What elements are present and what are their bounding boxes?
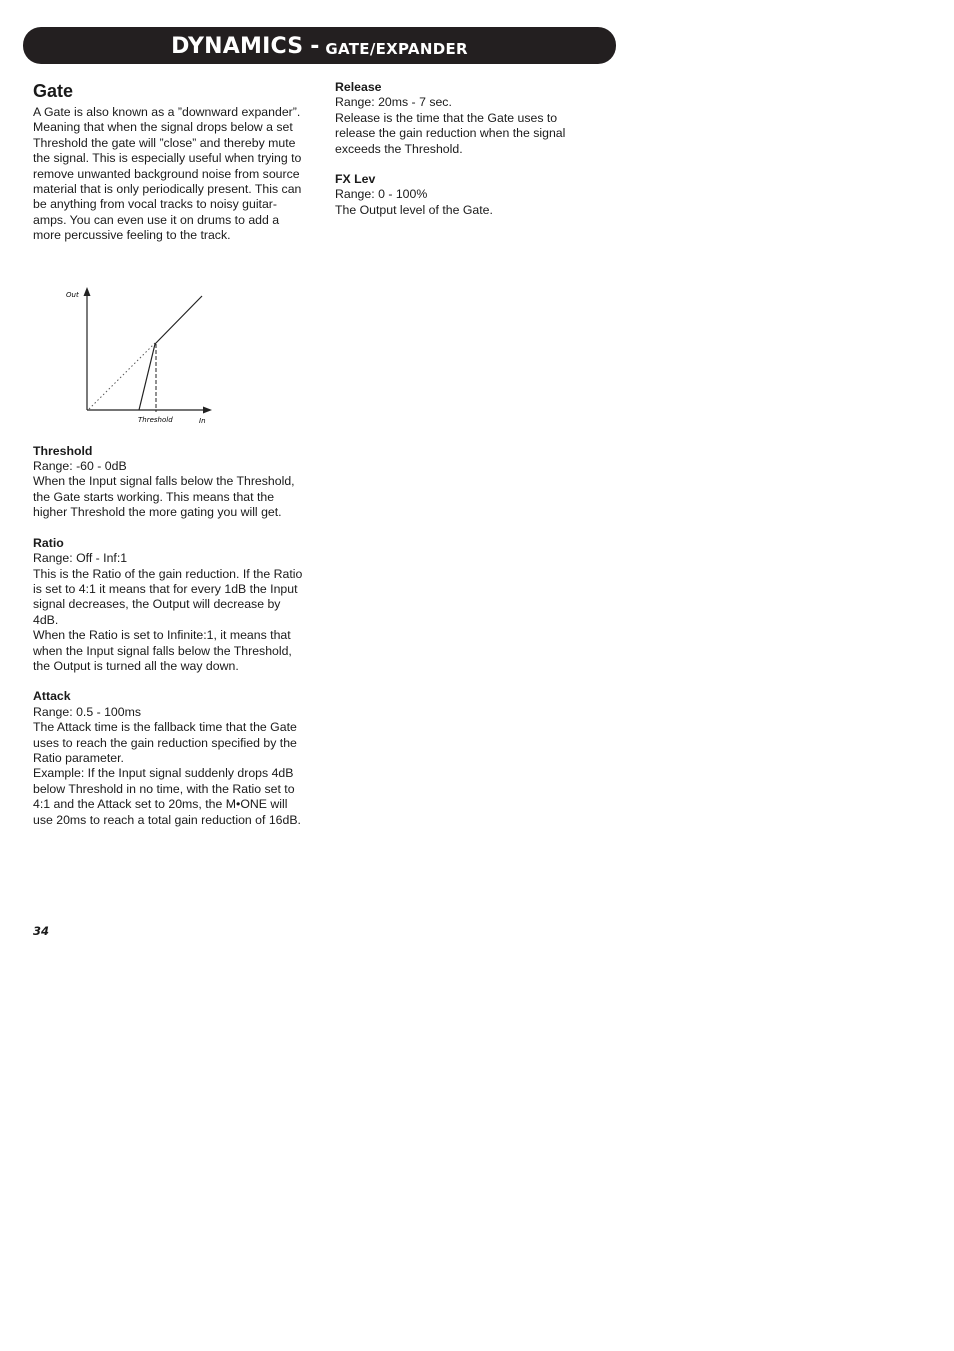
param-range: Range: Off - Inf:1 (33, 551, 128, 566)
param-name: FX Lev (335, 172, 376, 187)
param-description: The Attack time is the fallback time that the Gate uses to reach the gain reduction specified by the Ratio parameter. (33, 720, 297, 765)
param-description: When the Ratio is set to Infinite:1, it means that when the Input signal falls below the Threshold, the Output is turned all the way down. (33, 628, 292, 673)
left-column (33, 80, 308, 828)
left-params (33, 444, 308, 828)
y-axis-label: Out (66, 291, 79, 299)
param-range: Range: 20ms - 7 sec. (335, 95, 452, 110)
reference-line (89, 343, 155, 409)
param-name: Attack (33, 689, 71, 704)
header-separator: - (310, 34, 320, 59)
param-range: Range: -60 - 0dB (33, 459, 127, 474)
y-axis-arrow (84, 287, 91, 296)
param-name: Threshold (33, 443, 93, 458)
param-attack (33, 689, 308, 828)
param-description: The Output level of the Gate. (335, 202, 493, 217)
param-description: Example: If the Input signal suddenly drops 4dB below Threshold in no time, with the Ratio set to 4:1 and the Attack set to 20ms, the M•ONE will use 20ms to reach a total gain reduction of 16dB. (33, 766, 301, 827)
section-header-bar (23, 27, 616, 64)
gate-transfer-graph (60, 282, 220, 428)
x-axis-label: In (199, 417, 206, 425)
page-number: 34 (33, 924, 50, 938)
x-axis-arrow (203, 407, 212, 414)
param-range: Range: 0 - 100% (335, 187, 428, 202)
param-name: Release (335, 80, 382, 94)
gate-title: Gate (33, 81, 74, 101)
header-title: DYNAMICS (171, 34, 304, 59)
param-ratio (33, 536, 308, 675)
right-column (335, 80, 595, 218)
param-threshold (33, 444, 308, 521)
gate-intro: A Gate is also known as a ”downward expander”. Meaning that when the signal drops below a set Threshold the gate will ”close” and thereby mute the signal. This is especially useful when trying to remove unwanted background noise from source material that is only periodically present. This can be anything from vocal tracks to noisy guitar-amps. You can even use it on drums to add a more percussive feeling to the track. (33, 105, 302, 243)
threshold-label: Threshold (138, 416, 173, 424)
param-name: Ratio (33, 535, 64, 550)
param-range: Range: 0.5 - 100ms (33, 704, 142, 719)
param-description: Release is the time that the Gate uses to release the gain reduction when the signal exceeds the Threshold. (335, 110, 566, 156)
param-description: This is the Ratio of the gain reduction. If the Ratio is set to 4:1 it means that for every 1dB the Input signal decreases, the Output will decrease by 4dB. (33, 566, 303, 627)
gate-curve (139, 296, 202, 410)
header-subtitle: GATE/EXPANDER (325, 39, 468, 58)
param-fx-lev (335, 172, 595, 218)
param-release (335, 80, 595, 157)
param-description: When the Input signal falls below the Threshold, the Gate starts working. This means that the higher Threshold the more gating you will get. (33, 474, 295, 520)
